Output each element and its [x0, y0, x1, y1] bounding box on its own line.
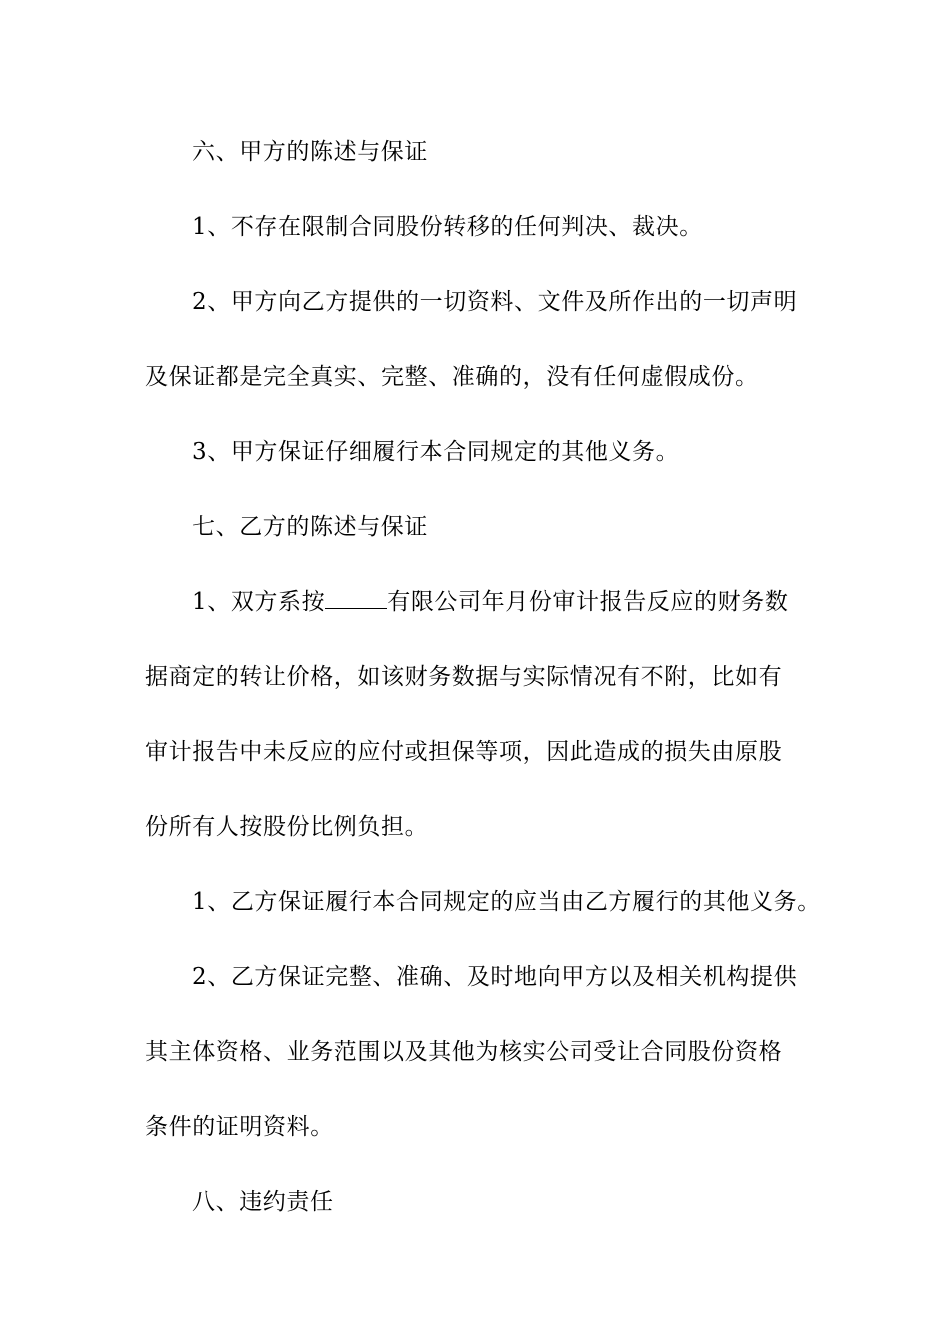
clause-paragraph: 1、乙方保证履行本合同规定的应当由乙方履行的其他义务。: [192, 889, 821, 915]
clause-paragraph-continuation: 及保证都是完全真实、完整、准确的，没有任何虚假成份。: [145, 364, 759, 390]
clause-paragraph: 2、甲方向乙方提供的一切资料、文件及所作出的一切声明: [192, 289, 798, 315]
clause-paragraph-continuation: 其主体资格、业务范围以及其他为核实公司受让合同股份资格: [145, 1039, 783, 1065]
section-heading-eight: 八、违约责任: [192, 1189, 334, 1215]
section-heading-six: 六、甲方的陈述与保证: [192, 139, 428, 165]
clause-text-after-blank: 有限公司年月份审计报告反应的财务数: [387, 589, 789, 615]
clause-paragraph-with-blank: [192, 587, 872, 617]
clause-paragraph: 1、不存在限制合同股份转移的任何判决、裁决。: [192, 214, 703, 240]
clause-paragraph-continuation: 审计报告中未反应的应付或担保等项，因此造成的损失由原股: [145, 739, 783, 765]
clause-paragraph-continuation: 条件的证明资料。: [145, 1114, 334, 1140]
section-heading-seven: 七、乙方的陈述与保证: [192, 514, 428, 540]
clause-paragraph-continuation: 据商定的转让价格，如该财务数据与实际情况有不附，比如有: [145, 664, 783, 690]
fill-in-blank: [325, 588, 387, 609]
clause-text-before-blank: 1、双方系按: [192, 589, 326, 615]
clause-paragraph: 3、甲方保证仔细履行本合同规定的其他义务。: [192, 439, 680, 465]
clause-paragraph: 2、乙方保证完整、准确、及时地向甲方以及相关机构提供: [192, 964, 798, 990]
clause-paragraph-continuation: 份所有人按股份比例负担。: [145, 814, 429, 840]
